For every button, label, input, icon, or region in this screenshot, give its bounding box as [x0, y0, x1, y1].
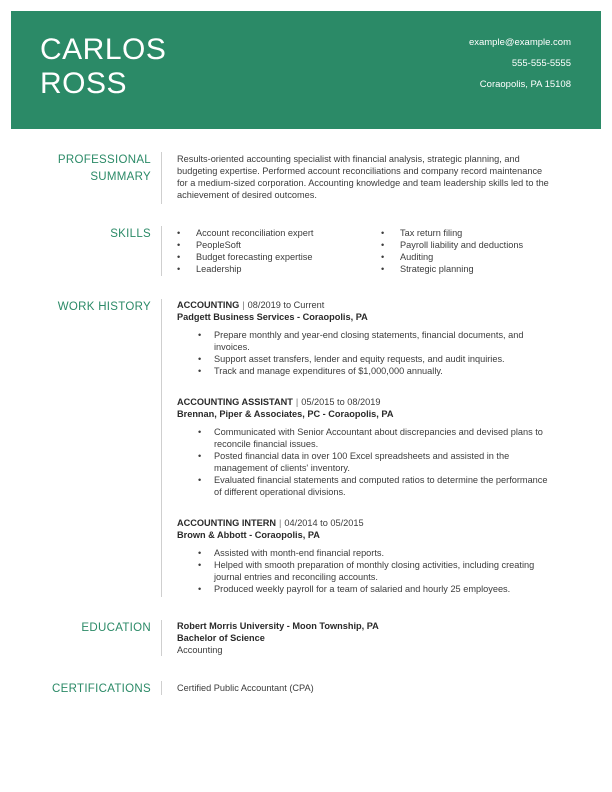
phone-text: 555-555-5555: [511, 58, 571, 69]
skill-item: [177, 251, 381, 263]
duty-item: [177, 474, 585, 498]
bullet: •: [198, 584, 202, 594]
duty-line: Support asset transfers, lender and equity requests, and audit inquiries.: [214, 354, 505, 364]
certifications-section: [0, 681, 612, 697]
resume-header: [11, 11, 601, 129]
skills-heading: SKILLS: [110, 228, 151, 240]
bullet: •: [198, 548, 202, 558]
duty-line: Assisted with month-end financial reports.: [214, 548, 385, 558]
last-name: ROSS: [40, 67, 128, 100]
skills-list: [177, 227, 585, 275]
job-entry: [177, 299, 585, 377]
duty-line: Posted financial data in over 100 Excel spreadsheets and assisted in the: [214, 451, 510, 461]
skill-text: Auditing: [400, 252, 434, 262]
education-heading: EDUCATION: [81, 622, 151, 634]
duty-item: [177, 426, 585, 450]
first-name: CARLOS: [40, 33, 167, 66]
separator: |: [242, 300, 245, 310]
education-degree: Bachelor of Science: [177, 633, 265, 643]
bullet: •: [198, 354, 202, 364]
bullet: •: [198, 451, 202, 461]
bullet: •: [381, 252, 385, 262]
summary-line: budgeting expertise. Performed account reconciliations and company record maintenance: [177, 166, 543, 176]
skills-column-left: [177, 227, 381, 275]
job-title-line: [177, 299, 585, 311]
bullet: •: [381, 264, 385, 274]
job-entry: [177, 396, 585, 498]
bullet: •: [198, 475, 202, 485]
duty-line: reconcile financial issues.: [214, 439, 319, 449]
contact-info: [469, 37, 571, 100]
skill-item: [381, 251, 585, 263]
skill-item: [177, 263, 381, 275]
bullet: •: [177, 252, 181, 262]
candidate-name: [40, 33, 166, 101]
skill-text: Strategic planning: [400, 264, 474, 274]
duty-line: of different operational divisions.: [214, 487, 346, 497]
work-history-heading: WORK HISTORY: [57, 301, 151, 313]
duty-item: [177, 353, 585, 365]
bullet: •: [198, 427, 202, 437]
summary-line: Results-oriented accounting specialist with financial analysis, strategic planning, and: [177, 154, 520, 164]
duty-item: [177, 583, 585, 595]
bullet: •: [177, 264, 181, 274]
summary-section: [0, 152, 612, 208]
job-company: Brown & Abbott - Coraopolis, PA: [177, 530, 320, 540]
job-dates: 08/2019 to Current: [247, 300, 325, 310]
summary-text: [177, 153, 585, 201]
skill-text: Budget forecasting expertise: [196, 252, 313, 262]
bullet: •: [198, 330, 202, 340]
bullet: •: [381, 240, 385, 250]
duty-item: [177, 559, 585, 583]
summary-heading: [58, 152, 151, 186]
job-company: Padgett Business Services - Coraopolis, PA: [177, 312, 368, 322]
job-entry: [177, 517, 585, 595]
duty-line: Produced weekly payroll for a team of salaried and hourly 25 employees.: [214, 584, 511, 594]
skill-item: [177, 239, 381, 251]
duty-line: Communicated with Senior Accountant about discrepancies and devised plans to: [214, 427, 543, 437]
email-text: example@example.com: [468, 37, 571, 48]
education-section: [0, 620, 612, 660]
job-title: ACCOUNTING: [177, 300, 240, 310]
skills-section: [0, 226, 612, 278]
duty-line: Helped with smooth preparation of monthly closing activities, including creating: [214, 560, 535, 570]
education-field: Accounting: [177, 645, 223, 655]
bullet: •: [381, 228, 385, 238]
summary-heading-line1: PROFESSIONAL: [57, 154, 151, 166]
job-duties: [177, 547, 585, 595]
separator: |: [279, 518, 282, 528]
certifications-divider: [161, 681, 162, 695]
certifications-heading: CERTIFICATIONS: [52, 683, 151, 695]
education-divider: [161, 620, 162, 656]
work-history-section: [0, 299, 612, 599]
location-text: Coraopolis, PA 15108: [479, 79, 571, 90]
duty-line: invoices.: [214, 342, 250, 352]
skill-text: PeopleSoft: [196, 240, 241, 250]
duty-item: [177, 329, 585, 353]
skills-divider: [161, 226, 162, 276]
summary-heading-line2: SUMMARY: [90, 171, 151, 183]
bullet: •: [198, 366, 202, 376]
duty-line: Prepare monthly and year-end closing statements, financial documents, and: [214, 330, 524, 340]
job-title-line: [177, 517, 585, 529]
skill-text: Account reconciliation expert: [196, 228, 314, 238]
summary-divider: [161, 152, 162, 204]
bullet: •: [177, 240, 181, 250]
job-duties: [177, 329, 585, 377]
skill-item: [177, 227, 381, 239]
skill-item: [381, 263, 585, 275]
job-title: ACCOUNTING INTERN: [177, 518, 277, 528]
summary-line: for a medium-sized corporation. Accounting knowledge and team leadership skills led to the: [177, 178, 549, 188]
skills-column-right: [381, 227, 585, 275]
education-school: Robert Morris University - Moon Township, PA: [177, 621, 379, 631]
duty-item: [177, 365, 585, 377]
job-dates: 04/2014 to 05/2015: [284, 518, 364, 528]
job-dates: 05/2015 to 08/2019: [301, 397, 381, 407]
duty-line: Track and manage expenditures of $1,000,000 annually.: [214, 366, 443, 376]
skill-text: Tax return filing: [400, 228, 463, 238]
duty-line: management of clients' inventory.: [214, 463, 350, 473]
certification-item: Certified Public Accountant (CPA): [177, 683, 314, 693]
duty-line: journal entries and reconciling accounts.: [214, 572, 378, 582]
skill-text: Payroll liability and deductions: [400, 240, 524, 250]
work-history-divider: [161, 299, 162, 597]
skill-text: Leadership: [196, 264, 242, 274]
job-title: ACCOUNTING ASSISTANT: [177, 397, 293, 407]
skill-item: [381, 227, 585, 239]
job-title-line: [177, 396, 585, 408]
duty-line: Evaluated financial statements and computed ratios to determine the performance: [214, 475, 548, 485]
duty-item: [177, 450, 585, 474]
bullet: •: [198, 560, 202, 570]
job-company: Brennan, Piper & Associates, PC - Coraopolis, PA: [177, 409, 394, 419]
job-duties: [177, 426, 585, 498]
bullet: •: [177, 228, 181, 238]
duty-item: [177, 547, 585, 559]
separator: |: [295, 397, 299, 407]
education-details: [177, 620, 585, 656]
summary-line: achievement of desired outcomes.: [177, 190, 317, 200]
skill-item: [381, 239, 585, 251]
